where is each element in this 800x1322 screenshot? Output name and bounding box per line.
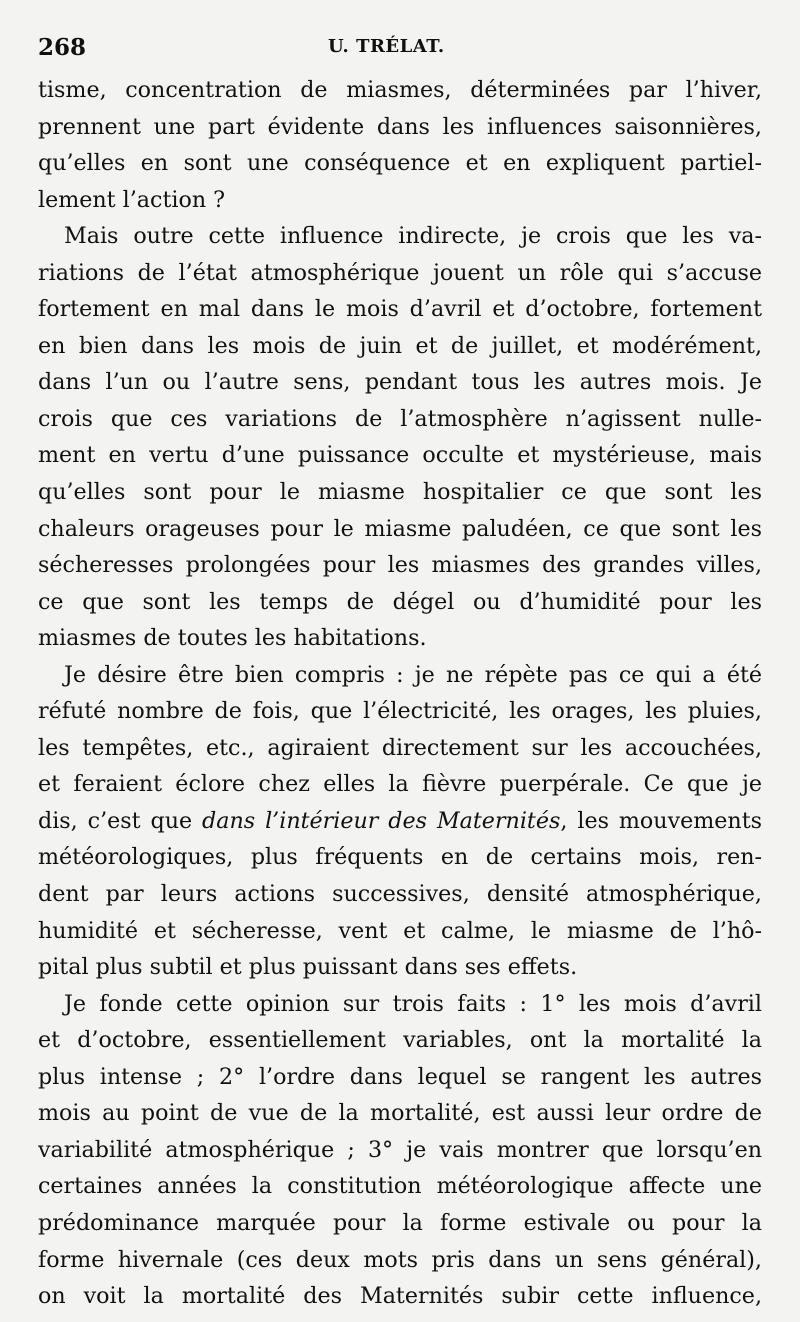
text-line: dent par leurs actions successives, densité atmosphérique, [38,881,762,908]
text-line: lement l’action ? [38,186,226,213]
text-line: prédominance marquée pour la forme estivale ou pour la [38,1209,762,1236]
text-line: humidité et sécheresse, vent et calme, le miasme de l’hô- [38,917,762,944]
text-line: pital plus subtil et plus puissant dans ses effets. [38,954,578,981]
emph-line-after: , les mouvements [560,807,762,834]
text-line: certaines années la constitution météorologique affecte une [38,1173,762,1200]
text-line: on voit la mortalité des Maternités subir cette influence, [38,1283,762,1310]
text-line: et feraient éclore chez elles la fièvre puerpérale. Ce que je [38,771,762,798]
text-line: crois que ces variations de l’atmosphère n’agissent nulle- [38,405,762,432]
text-line: ment en vertu d’une puissance occulte et mystérieuse, mais [38,442,762,469]
text-line: en bien dans les mois de juin et de juillet, et modérément, [38,332,762,359]
text-line: qu’elles en sont une conséquence et en expliquent partiel- [38,150,762,177]
page-header [38,34,762,66]
text-line: les tempêtes, etc., agiraient directement sur les accouchées, [38,734,762,761]
text-line: Je désire être bien compris : je ne répète pas ce qui a été [64,661,762,688]
body-text [38,72,762,1315]
text-line: ce que sont les temps de dégel ou d’humidité pour les [38,588,762,615]
text-line: variabilité atmosphérique ; 3° je vais montrer que lorsqu’en [38,1136,762,1163]
text-line: fortement en mal dans le mois d’avril et d’octobre, fortement [38,296,762,323]
text-line: mois au point de vue de la mortalité, est aussi leur ordre de [38,1100,762,1127]
text-line: riations de l’état atmosphérique jouent un rôle qui s’accuse [38,259,762,286]
text-line: météorologiques, plus fréquents en de certains mois, ren- [38,844,762,871]
text-line: tisme, concentration de miasmes, déterminées par l’hiver, [38,77,762,103]
text-line: Je fonde cette opinion sur trois faits : 1° les mois d’avril [64,990,762,1017]
text-line: prennent une part évidente dans les influences saisonnières, [38,113,762,140]
text-line [38,803,762,840]
text-line: miasmes de toutes les habitations. [38,625,427,652]
text-line: Mais outre cette influence indirecte, je crois que les va- [64,223,762,250]
emph-line-before: dis, c’est que [38,807,203,834]
text-line: dans l’un ou l’autre sens, pendant tous les autres mois. Je [38,369,762,396]
text-line: forme hivernale (ces deux mots pris dans un sens général), [38,1246,762,1273]
italic-phrase: dans l’intérieur des Maternités [202,807,561,834]
text-line: sécheresses prolongées pour les miasmes des grandes villes, [38,552,762,579]
text-line: plus intense ; 2° l’ordre dans lequel se rangent les autres [38,1063,762,1090]
text-line: qu’elles sont pour le miasme hospitalier ce que sont les [38,479,762,506]
text-line: réfuté nombre de fois, que l’électricité, les orages, les pluies, [38,698,762,725]
page-number: 268 [38,34,87,61]
text-line: chaleurs orageuses pour le miasme paludéen, ce que sont les [38,515,762,542]
running-head: U. TRÉLAT. [328,36,445,57]
text-line: et d’octobre, essentiellement variables, ont la mortalité la [38,1027,762,1054]
